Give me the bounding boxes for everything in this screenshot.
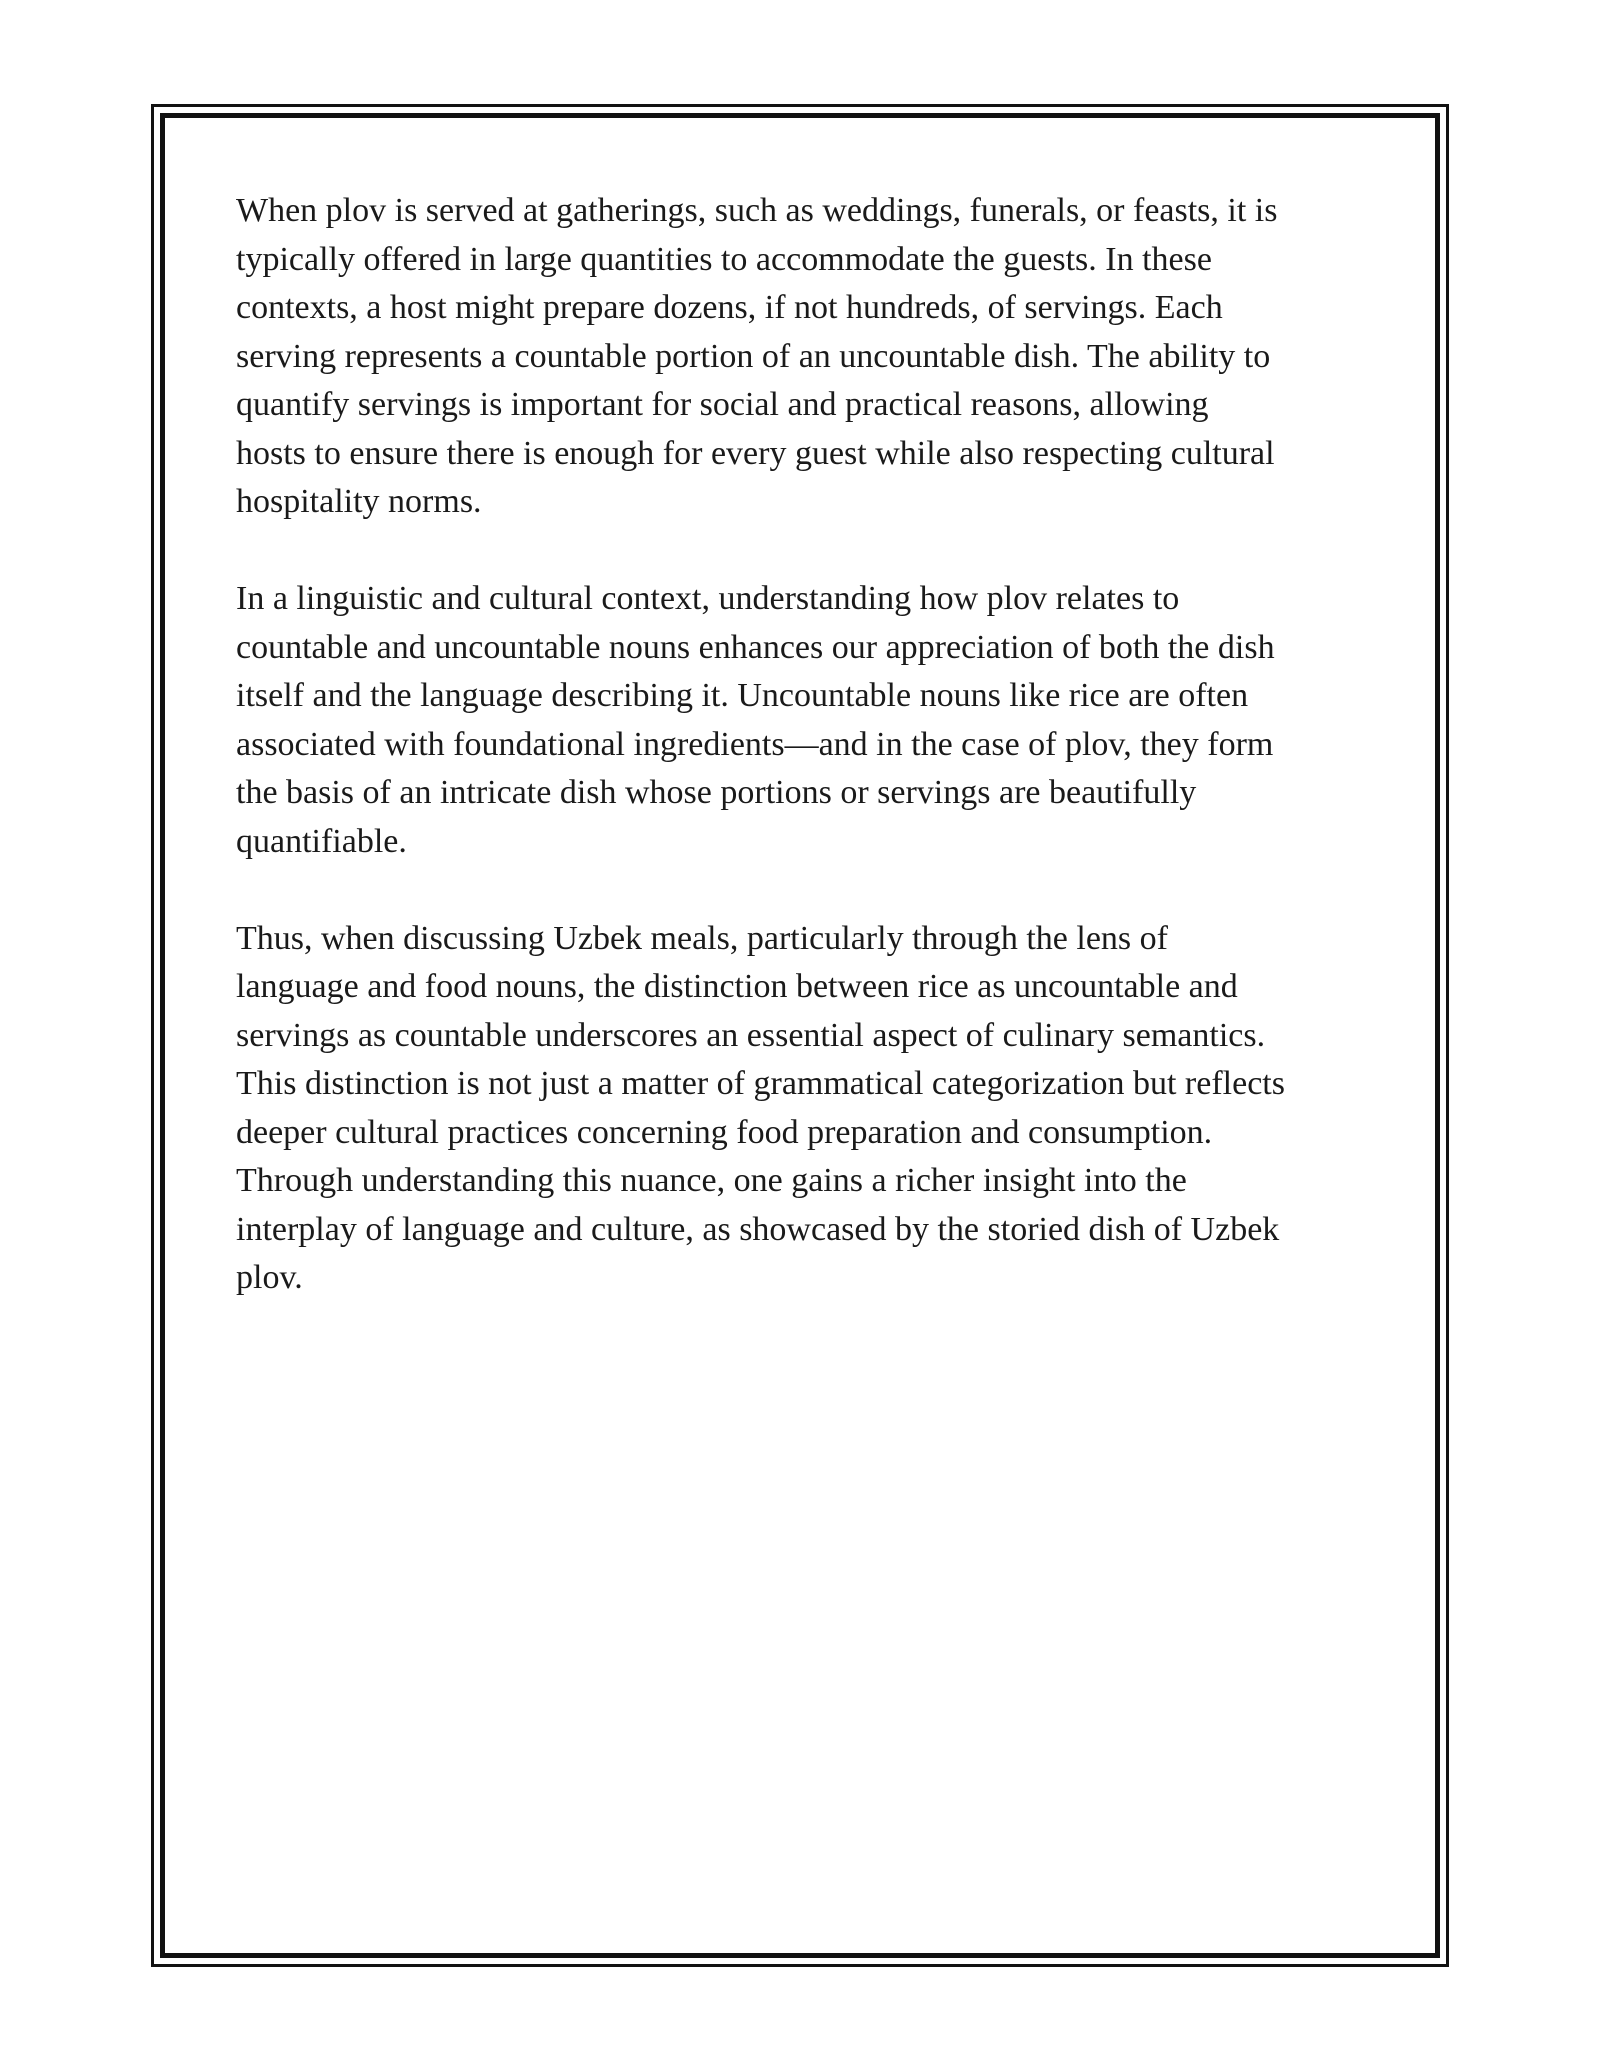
paragraph-conclusion <box>236 915 1386 1303</box>
paragraph-gatherings <box>236 187 1386 527</box>
text-line: itself and the language describing it. Uncountable nouns like rice are often <box>236 677 1249 714</box>
text-line: servings as countable underscores an essential aspect of culinary semantics. <box>236 1016 1266 1054</box>
text-line: quantifiable. <box>236 822 407 860</box>
text-line: countable and uncountable nouns enhances our appreciation of both the dish <box>236 628 1275 666</box>
text-line: typically offered in large quantities to accommodate the guests. In these <box>236 240 1212 278</box>
text-line: contexts, a host might prepare dozens, if not hundreds, of servings. Each <box>236 289 1223 326</box>
text-line: plov. <box>236 1259 303 1296</box>
text-line: language and food nouns, the distinction between rice as uncountable and <box>236 968 1238 1005</box>
text-line: serving represents a countable portion of an uncountable dish. The ability to <box>236 337 1271 375</box>
text-line: deeper cultural practices concerning food preparation and consumption. <box>236 1113 1213 1151</box>
text-line: interplay of language and culture, as showcased by the storied dish of Uzbek <box>236 1210 1280 1248</box>
text-line: associated with foundational ingredients—and in the case of plov, they form <box>236 725 1274 763</box>
text-line: In a linguistic and cultural context, understanding how plov relates to <box>236 580 1180 617</box>
text-line: When plov is served at gatherings, such as weddings, funerals, or feasts, it is <box>236 192 1278 229</box>
text-line: hospitality norms. <box>236 483 482 520</box>
text-line: hosts to ensure there is enough for every guest while also respecting cultural <box>236 434 1275 472</box>
document-body <box>236 187 1386 1351</box>
text-line: quantify servings is important for social and practical reasons, allowing <box>236 386 1209 423</box>
text-line: the basis of an intricate dish whose portions or servings are beautifully <box>236 774 1197 811</box>
text-line: This distinction is not just a matter of grammatical categorization but reflects <box>236 1065 1285 1102</box>
text-line: Thus, when discussing Uzbek meals, particularly through the lens of <box>236 919 1168 957</box>
paragraph-linguistic-context <box>236 575 1386 866</box>
text-line: Through understanding this nuance, one gains a richer insight into the <box>236 1162 1187 1199</box>
